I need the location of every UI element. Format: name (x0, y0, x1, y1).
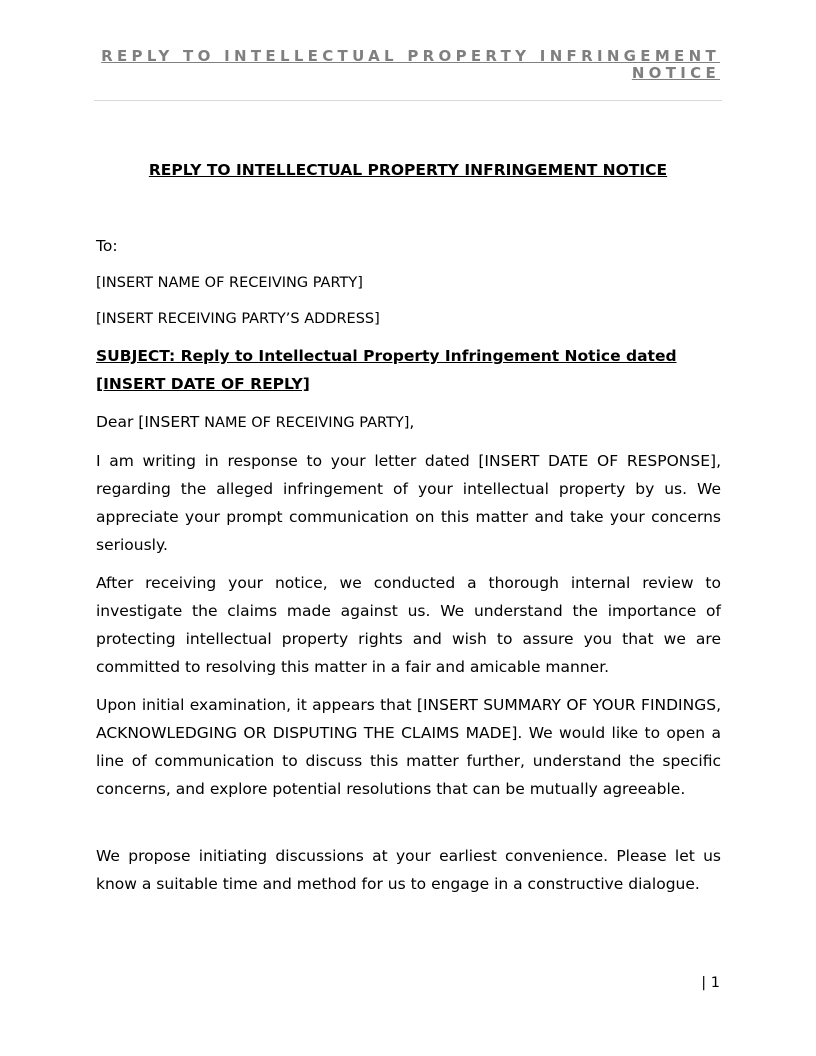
body-paragraph-2: After receiving your notice, we conducted a thorough internal review to investigate the claims made against us. We understand the importance of protecting intellectual property rights and wish to assure you that we are committed to resolving this matter in a fair and amicable manner. (96, 574, 721, 676)
running-header-title: REPLY TO INTELLECTUAL PROPERTY INFRINGEMENT NOTICE (101, 47, 720, 82)
subject-line: SUBJECT: Reply to Intellectual Property Infringement Notice dated [INSERT DATE OF REPLY] (96, 347, 677, 393)
body-paragraph-4: We propose initiating discussions at your earliest convenience. Please let us know a suitable time and method for us to engage in a constructive dialogue. (96, 847, 721, 893)
body-paragraph-1: I am writing in response to your letter dated [INSERT DATE OF RESPONSE], regarding the alleged infringement of your intellectual property by us. We appreciate your prompt communication on this matter and take your concerns seriously. (96, 452, 721, 554)
document-title: REPLY TO INTELLECTUAL PROPERTY INFRINGEMENT NOTICE (148, 161, 668, 179)
salutation-suffix: , (409, 413, 415, 431)
recipient-name: [INSERT NAME OF RECEIVING PARTY] (96, 275, 363, 291)
body-paragraph-3: Upon initial examination, it appears that [INSERT SUMMARY OF YOUR FINDINGS, ACKNOWLEDGING OR DISPUTING THE CLAIMS MADE]. We would like to open a line of communication to discuss this matter further, understand the specific concerns, and explore potential resolutions that can be mutually agreeable. (96, 696, 721, 798)
salutation-prefix: Dear [INSERT (96, 413, 200, 431)
page-number: | 1 (701, 975, 720, 991)
salutation-name: NAME OF RECEIVING PARTY] (204, 415, 410, 431)
to-label: To: (96, 237, 118, 255)
recipient-address: [INSERT RECEIVING PARTY’S ADDRESS] (96, 311, 380, 327)
header-divider (94, 100, 722, 101)
salutation (96, 410, 414, 435)
